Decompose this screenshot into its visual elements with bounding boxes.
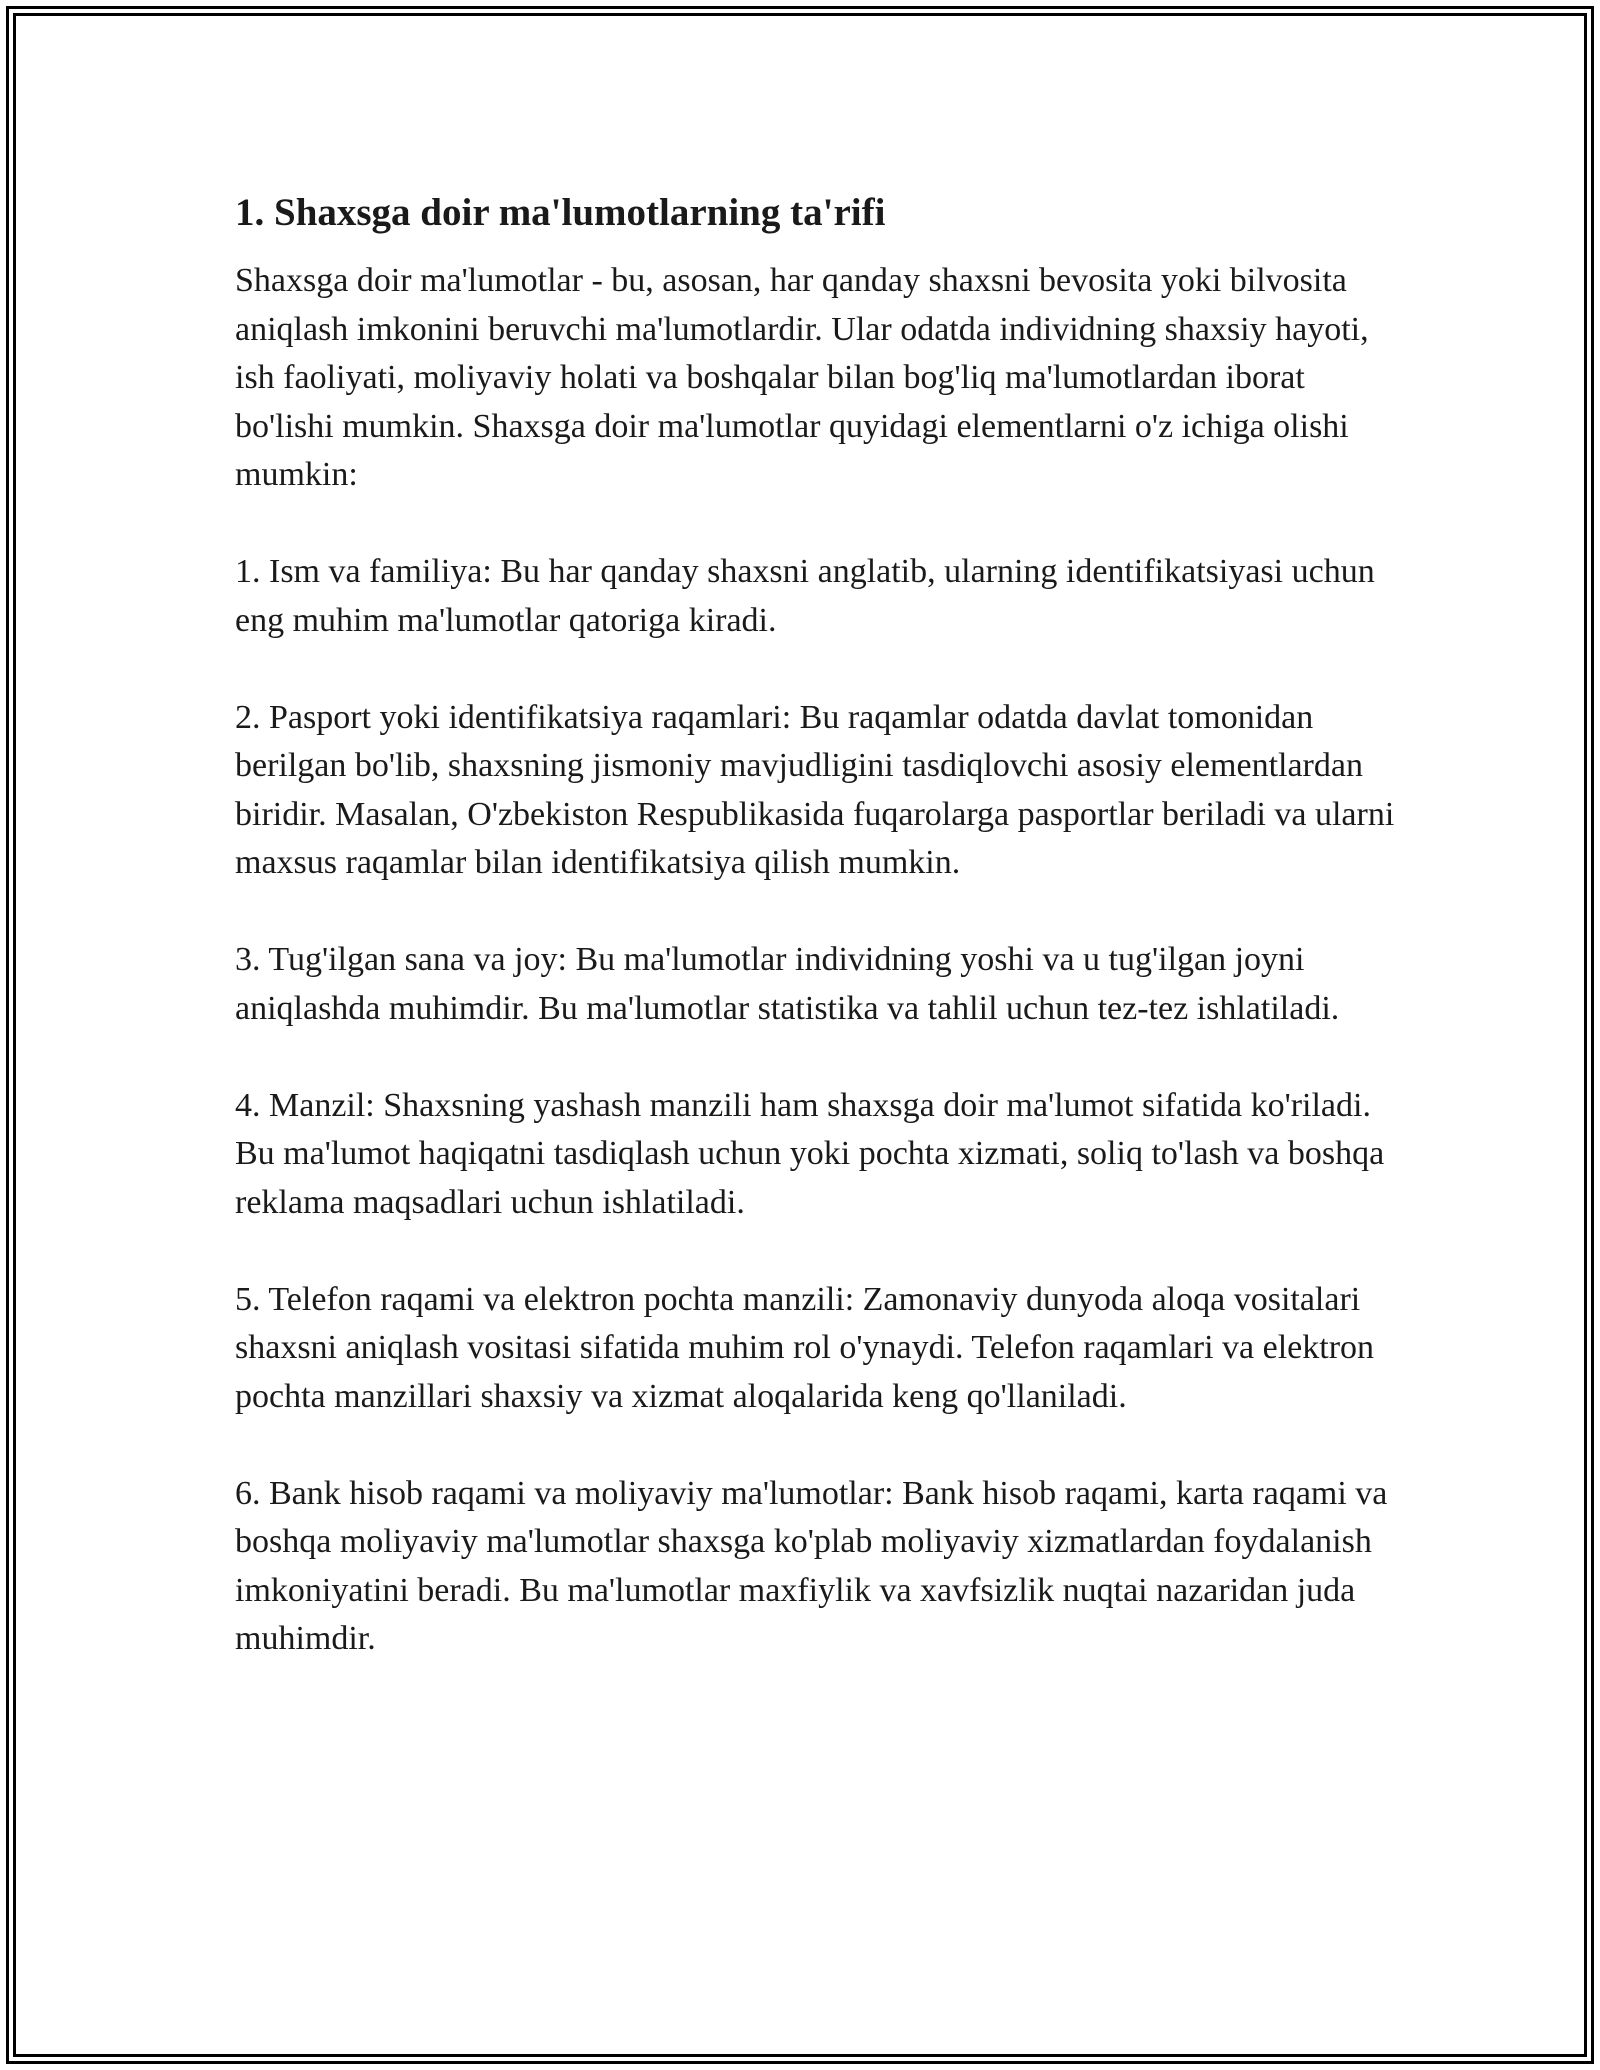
list-item-name: 1. Ism va familiya: Bu har qanday shaxsni anglatib, ularning identifikatsiyasi uchun eng muhim ma'lumotlar qatoriga kiradi.	[235, 553, 1375, 639]
list-item-passport: 2. Pasport yoki identifikatsiya raqamlari: Bu raqamlar odatda davlat tomonidan berilgan bo'lib, shaxsning jismoniy mavjudligini tasdiqlovchi asosiy elementlardan biridir. Masalan, O'zbekiston Respublikasida fuqarolarga pasportlar beriladi va ularni maxsus raqamlar bilan identifikatsiya qilish mumkin.	[235, 698, 1395, 881]
intro-paragraph: Shaxsga doir ma'lumotlar - bu, asosan, har qanday shaxsni bevosita yoki bilvosita aniqlash imkonini beruvchi ma'lumotlardir. Ular odatda individning shaxsiy hayoti, ish faoliyati, moliyaviy holati va boshqalar bilan bog'liq ma'lumotlardan iborat bo'lishi mumkin. Shaxsga doir ma'lumotlar quyidagi elementlarni o'z ichiga olishi mumkin:	[235, 262, 1369, 493]
document-title: 1. Shaxsga doir ma'lumotlarning ta'rifi	[235, 191, 886, 234]
list-item-address: 4. Manzil: Shaxsning yashash manzili ham shaxsga doir ma'lumot sifatida ko'riladi. Bu ma'lumot haqiqatni tasdiqlash uchun yoki pochta xizmati, soliq to'lash va boshqa reklama maqsadlari uchun ishlatiladi.	[235, 1086, 1385, 1221]
list-item-bank: 6. Bank hisob raqami va moliyaviy ma'lumotlar: Bank hisob raqami, karta raqami va boshqa moliyaviy ma'lumotlar shaxsga ko'plab moliyaviy xizmatlardan foydalanish imkoniyatini beradi. Bu ma'lumotlar maxfiylik va xavfsizlik nuqtai nazaridan juda muhimdir.	[235, 1474, 1388, 1657]
document-page	[235, 185, 1395, 1712]
list-item-birth: 3. Tug'ilgan sana va joy: Bu ma'lumotlar individning yoshi va u tug'ilgan joyni aniqlashda muhimdir. Bu ma'lumotlar statistika va tahlil uchun tez-tez ishlatiladi.	[235, 941, 1340, 1027]
list-item-contact: 5. Telefon raqami va elektron pochta manzili: Zamonaviy dunyoda aloqa vositalari shaxsni aniqlash vositasi sifatida muhim rol o'ynaydi. Telefon raqamlari va elektron pochta manzillari shaxsiy va xizmat aloqalarida keng qo'llaniladi.	[235, 1280, 1375, 1415]
